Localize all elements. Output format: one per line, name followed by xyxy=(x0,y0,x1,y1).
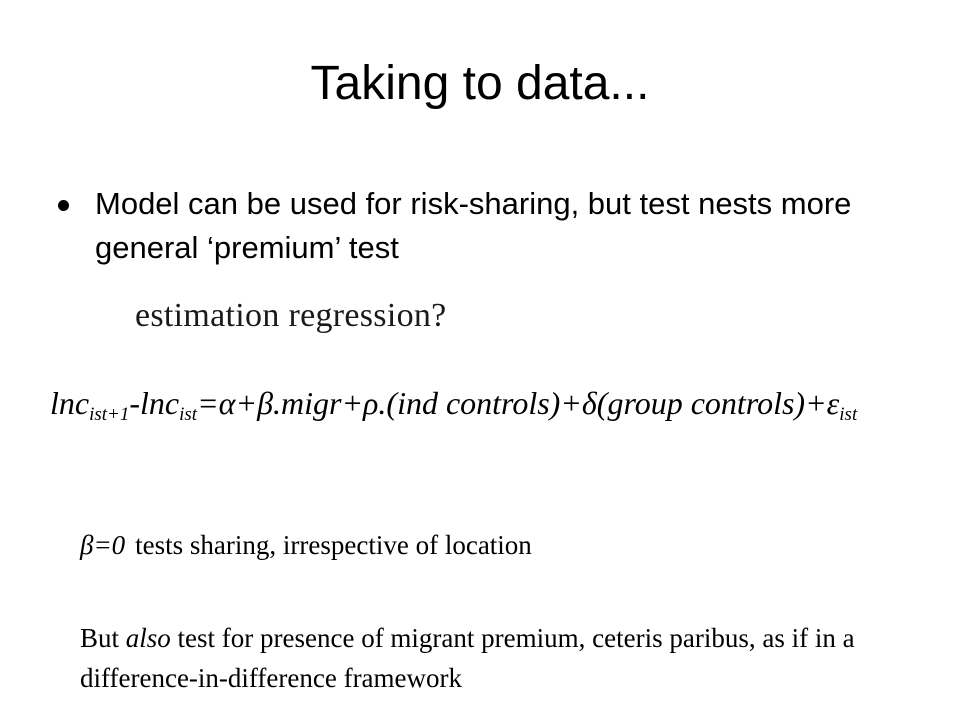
bullet-item xyxy=(58,182,878,270)
paragraph-after: test for presence of migrant premium, ceteris paribus, as if in a difference-in-difference framework xyxy=(80,623,855,693)
beta-statement xyxy=(80,530,532,561)
paragraph-emphasis: also xyxy=(125,623,171,653)
bullet-dot-icon xyxy=(58,200,69,211)
beta-zero: β=0 xyxy=(80,530,126,560)
equation-subscript-ist: ist xyxy=(179,404,198,425)
slide-title: Taking to data... xyxy=(310,57,650,110)
beta-statement-text: tests sharing, irrespective of location xyxy=(135,530,532,560)
equation-term-lnc-next: lnc xyxy=(50,385,90,421)
equation-rhs: =α+β.migr+ρ.(ind controls)+δ(group controls)+ε xyxy=(197,385,840,421)
premium-paragraph xyxy=(80,618,940,698)
bullet-text: Model can be used for risk-sharing, but test nests more general ‘premium’ test xyxy=(95,186,852,265)
estimation-label: estimation regression? xyxy=(135,297,447,334)
regression-equation xyxy=(50,385,857,426)
equation-subscript-ist-plus-1: ist+1 xyxy=(89,404,130,425)
paragraph-before: But xyxy=(80,623,126,653)
equation-term-lnc: -lnc xyxy=(129,385,180,421)
equation-subscript-error: ist xyxy=(839,404,858,425)
